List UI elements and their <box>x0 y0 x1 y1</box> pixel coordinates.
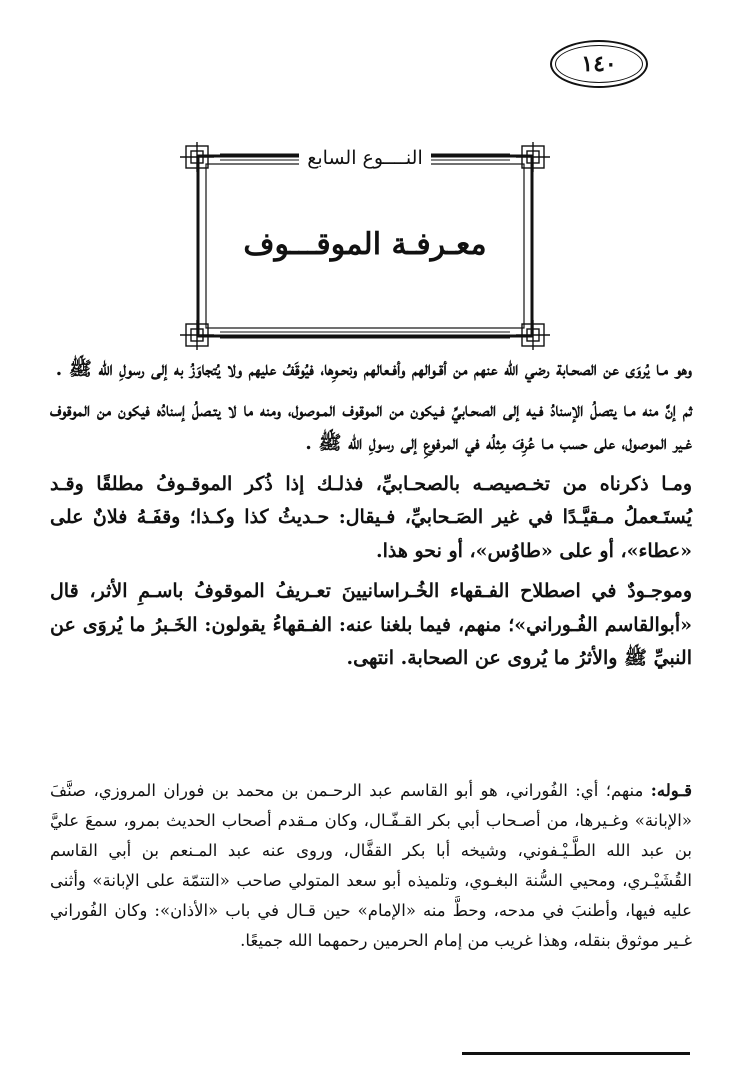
main-paragraph-2: ثم إنَّ منه مـا يتصلُ الإسنادُ فـيه إلى الصحـابيِّ فـيكون من الموقوف المـوصول، ومنه ما لا يتـصلُ إسنادُه فيكون من الموقوف غـير الموصول، على حسب مـا عُرِفَ مِثلُه في المرفوعِ إلى رسولِ الله ﷺ . <box>50 398 692 454</box>
commentary-text: منهم؛ أي: الفُوراني، هو أبو القاسم عبد الرحـمن بن محمد بن فوران المروزي، صنَّفَ «الإبانة» وغـيرها، من أصـحاب أبي بكر القـفّـال، وكان مـقدم أصحاب الحديث بمرو، سمعَ عليَّ بن عبد الله الطَّـيْـفوني، وشيخه أبا بكر القفَّال، وروى عنه عبد المـنعم بن أبي القاسم القُشَيْـري، ومحيي السُّنة البغـوي، وتلميذه أبو سعد المتولي صاحب «التتمّة على الإبانة» وأثنى عليه فيها، وأطنبَ في مدحه، وحطَّ منه «الإمام» حين قـال في باب «الأذان»: وكان الفُوراني غـير موثوق بنقله، وهذا غريب من إمام الحرمين رحمهما الله جميعًا. <box>50 781 692 950</box>
page-number: ١٤٠ <box>550 40 648 88</box>
commentary-keyword: قـوله: <box>650 781 692 800</box>
footer-rule <box>462 1052 690 1055</box>
commentary-paragraph <box>50 776 692 956</box>
main-paragraph-1: وهو مـا يُروَى عن الصحـابة رضي الله عنهم من أقـوالهم وأفـعالهم ونحـوِها، فيُوقَفُ عليهم ولا يُتجاوَزُ به إلى رسولِ الله ﷺ . <box>55 358 692 380</box>
section-label <box>180 147 550 169</box>
title-frame <box>180 142 550 350</box>
main-paragraph-3: ومـا ذكرناه من تخـصيصـه بالصحـابيِّ، فذلـك إذا ذُكر الموقـوفُ مطلقًا وقـد يُستَـعملُ مـقيَّـدًا في غير الصَـحابيِّ، فـيقال: حـديثُ كذا وكـذا؛ وقفَـهُ فلانٌ على «عطاء»، أو على «طاوُس»، أو نحو هذا. <box>50 472 692 562</box>
section-label-text: النــــوع السابع <box>299 147 430 169</box>
main-paragraph-4: وموجـودٌ في اصطلاح الفـقهاء الخُـراسانيينَ تعـريفُ الموقوفُ باسـمِ الأثر، قال «أبوالقاسم الفُـوراني»؛ منهم، فيما بلغنا عنه: الفـقهاءُ يقولون: الخَـبرُ ما يُروَى عن النبيِّ ﷺ والأثرُ ما يُروى عن الصحابة. انتهى. <box>50 580 692 669</box>
commentary <box>50 776 692 956</box>
chapter-title: معـرفـة الموقـــوف <box>243 227 487 262</box>
main-text <box>50 353 692 683</box>
